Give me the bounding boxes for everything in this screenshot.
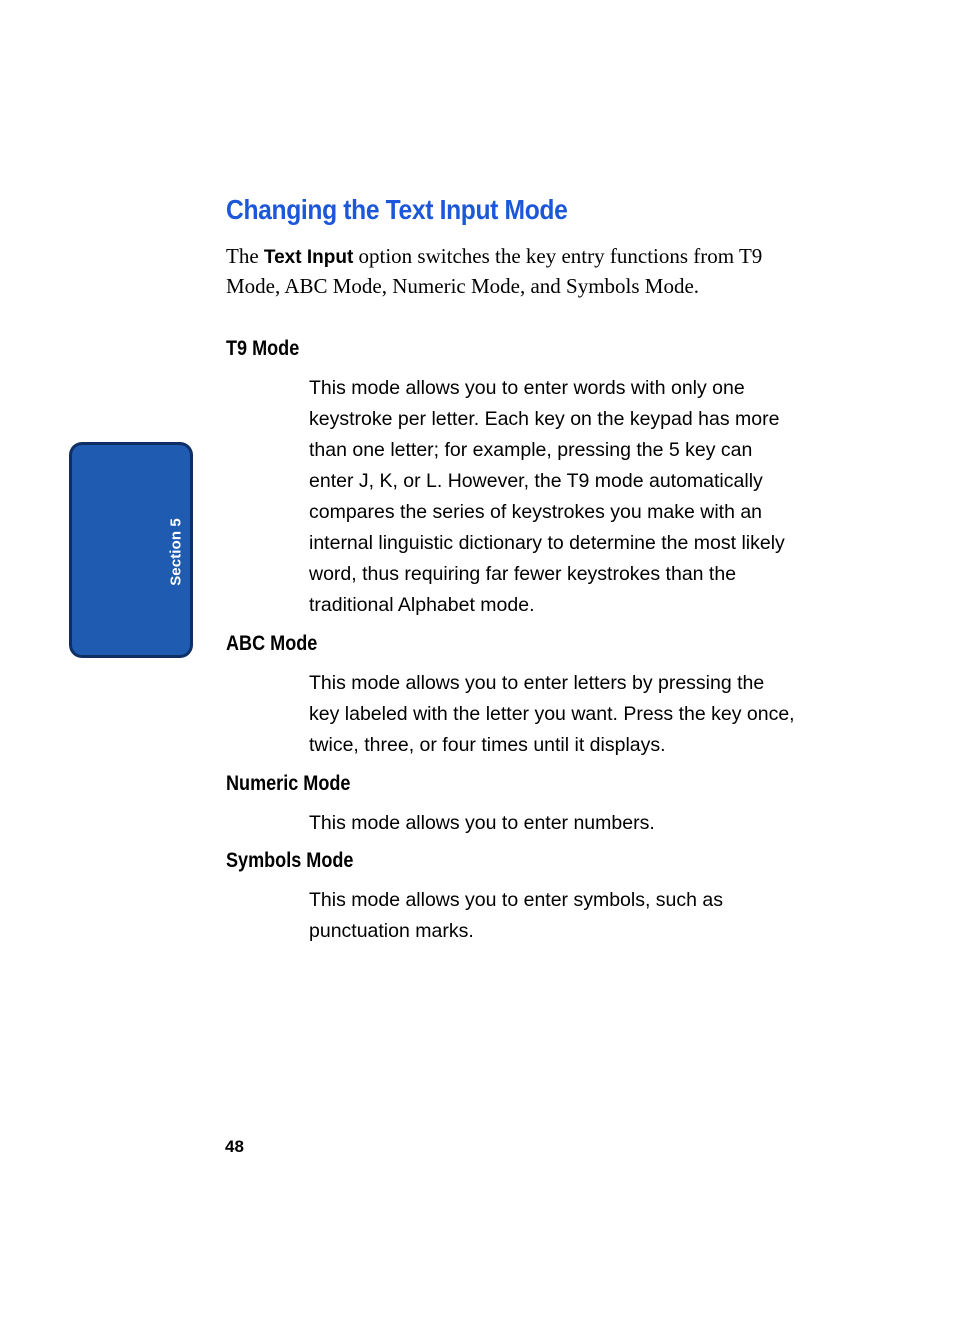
symbols-mode-heading: Symbols Mode <box>226 849 354 872</box>
intro-text-before: The <box>226 244 264 268</box>
page-title: Changing the Text Input Mode <box>226 194 568 225</box>
intro-paragraph <box>226 242 796 301</box>
section-tab-label: Section 5 <box>167 518 185 586</box>
page-number: 48 <box>225 1137 244 1156</box>
numeric-mode-heading: Numeric Mode <box>226 772 351 795</box>
abc-mode-heading: ABC Mode <box>226 632 318 655</box>
symbols-mode-text: This mode allows you to enter symbols, such as punctuation marks. <box>309 889 724 942</box>
abc-mode-text: This mode allows you to enter letters by pressing the key labeled with the letter you want. Press the key once, twice, three, or four times until it displays. <box>309 672 795 756</box>
t9-mode-heading: T9 Mode <box>226 337 300 360</box>
t9-mode-text: This mode allows you to enter words with only one keystroke per letter. Each key on the keypad has more than one letter; for example, pressing the 5 key can enter J, K, or L. However, the T9 mode automatically compares the series of keystrokes you make with an internal linguistic dictionary to determine the most likely word, thus requiring far fewer keystrokes than the traditional Alphabet mode. <box>309 377 785 616</box>
intro-term: Text Input <box>263 247 354 268</box>
intro-text-after: option switches the key entry functions from T9 Mode, ABC Mode, Numeric Mode, and Symbols Mode. <box>226 244 763 298</box>
numeric-mode-text: This mode allows you to enter numbers. <box>309 812 655 834</box>
